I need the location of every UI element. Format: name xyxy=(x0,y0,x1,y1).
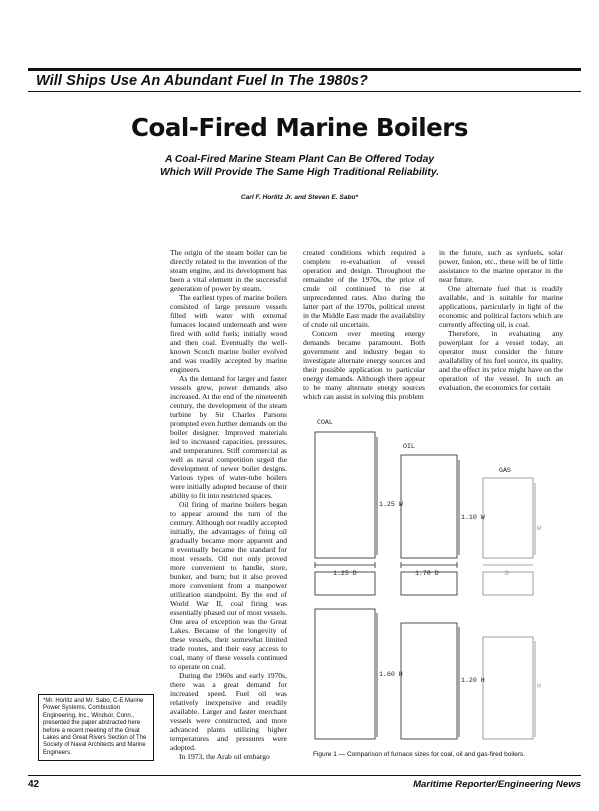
coal-height-label: 1.60 H xyxy=(379,671,403,678)
furnace-diagram xyxy=(303,415,566,770)
body-paragraph: In 1973, the Arab oil embargo xyxy=(179,752,270,761)
body-paragraph-continued: The origin of the steam boiler can be directly related to the invention of the steam engine, and its development has been a vital element in the successful generation of power by steam. xyxy=(170,248,287,293)
body-paragraph: Therefore, in evaluating any powerplant for a vessel today, an operator must consider the future availability of his fuel source, its quality, and the effect its price might have on the operation of the vessel. In such an evaluation, the economics for certain xyxy=(439,329,563,392)
furnace-comparison-figure xyxy=(303,415,566,770)
coal-width-label: 1.25 W xyxy=(379,501,403,508)
body-paragraph: Oil firing of marine boilers began to appear around the turn of the century. Although not readily accepted initially, the advantages of firing oil gradually became more apparent and it eventually became the standard for most vessels. Oil not only proved more convenient to handle, store, bunker, and burn; but it also proved more convenient from a manpower utilization standpoint. By the end of World War II, coal firing was essentially phased out of most vessels. One area of exception was the Great Lakes. Because of the longevity of these vessels, their somewhat limited trade routes, and their easy access to coal, many of these vessels continued to operate on coal. xyxy=(170,500,287,671)
coal-depth-label: 1.25 D xyxy=(333,570,357,577)
author-footnote: *Mr. Horlitz and Mr. Sabo, C-E Marine Power Systems, Combustion Engineering, Inc., Windsor, Conn., presented the paper abstracted here before a recent meeting of the Great Lakes and Great Rivers Section of The Society of Naval Architects and Marine Engineers. xyxy=(38,694,154,761)
article-title: Coal-Fired Marine Boilers xyxy=(131,113,468,142)
coal-furnace-elevation xyxy=(315,432,375,558)
body-paragraph-continued: created conditions which required a complete re-evaluation of vessel operation and design. Throughout the remainder of the 1970s, the price of crude oil continued to rise at unprecedented rates. Also during the latter part of the 1970s, political unrest in the Middle East made the availability of crude oil uncertain. xyxy=(303,248,425,329)
oil-furnace-height xyxy=(401,623,457,739)
oil-width-label: 1.10 W xyxy=(461,514,485,521)
coal-label: COAL xyxy=(317,419,333,426)
text-column-3 xyxy=(303,248,425,401)
body-paragraph: As the demand for larger and faster vessels grew, power demands also increased. At the end of the nineteenth century, the development of the steam turbine by Sir Charles Parsons prompted even further demands on the boiler designer. Improved materials led to increased capacities, pressures, and temperatures. Stiff commercial as well as naval competition urged the development of newer boiler designs. Various types of water-tube boilers were initially adopted because of their ability to fit into restricted spaces. xyxy=(170,374,287,500)
body-paragraph: One alternate fuel that is readily available, and is suitable for marine applications, particularly in light of the economic and political factors which are currently affecting oil, is coal. xyxy=(439,284,563,329)
gas-furnace-height xyxy=(483,637,533,739)
oil-label: OIL xyxy=(403,443,415,450)
body-paragraph: During the 1960s and early 1970s, there was a great demand for increased speed. Fuel oil was relatively inexpensive and readily available. Larger and faster merchant vessels were constructed, and more advanced plants utilizing higher temperatures and pressures were adopted. xyxy=(170,671,287,752)
oil-height-label: 1.20 H xyxy=(461,677,485,684)
coal-furnace-height xyxy=(315,609,375,739)
kicker-headline: Will Ships Use An Abundant Fuel In The 1980s? xyxy=(36,73,369,89)
page-number: 42 xyxy=(28,779,40,790)
body-paragraph: Concern over meeting energy demands became paramount. Both government and industry began to investigate alternate energy sources and their possible application to particular energy demands. Although there appear to be many alternate energy sources which can assist in solving this problem xyxy=(303,329,425,401)
figure-caption: Figure 1 — Comparison of furnace sizes for coal, oil and gas-fired boilers. xyxy=(313,751,526,758)
gas-height-label: H xyxy=(537,683,541,690)
subtitle-line-2: Which Will Provide The Same High Traditional Reliability. xyxy=(159,167,440,178)
gas-width-label: W xyxy=(537,525,541,532)
oil-depth-label: 1.70 D xyxy=(415,570,439,577)
publication-name: Maritime Reporter/Engineering News xyxy=(413,779,581,790)
article-subtitle xyxy=(0,153,599,179)
body-paragraph-continued: in the future, such as synfuels, solar power, fusion, etc., these will be of little assistance to the marine operator in the near future. xyxy=(439,248,563,284)
gas-furnace-elevation xyxy=(483,478,533,558)
top-rule xyxy=(28,68,581,71)
text-column-1 xyxy=(38,248,154,738)
oil-furnace-elevation xyxy=(401,455,457,558)
gas-label: GAS xyxy=(499,467,511,474)
text-column-4 xyxy=(439,248,563,392)
gas-depth-label: D xyxy=(505,570,509,577)
byline: Carl F. Horlitz Jr. and Steven E. Sabo* xyxy=(240,194,359,201)
footer-rule xyxy=(28,775,581,776)
subtitle-line-1: A Coal-Fired Marine Steam Plant Can Be Offered Today xyxy=(164,154,435,165)
kicker-underline-rule xyxy=(28,91,581,92)
text-column-2 xyxy=(170,248,287,761)
body-paragraph: The earliest types of marine boilers consisted of large pressure vessels filled with water with external furnaces located underneath and were fired with solid fuels; initially wood and then coal. Eventually the well-known Scotch marine boiler evolved and was readily accepted by marine engineers. xyxy=(170,293,287,374)
